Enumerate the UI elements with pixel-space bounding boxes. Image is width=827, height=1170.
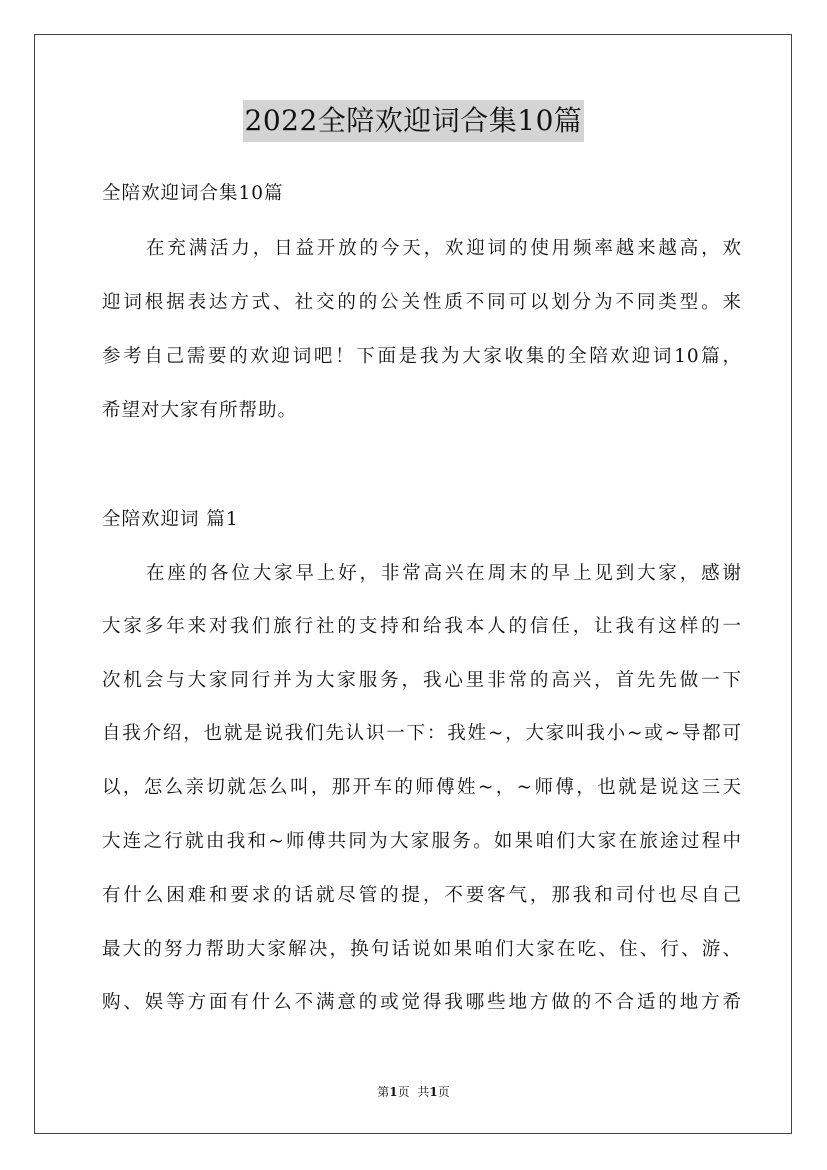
title-wrap	[0, 100, 827, 142]
footer-total-suffix: 页	[437, 1085, 450, 1099]
footer-page-suffix: 页	[397, 1085, 410, 1099]
footer-page-prefix: 第	[377, 1085, 390, 1099]
section1-line: 以，怎么亲切就怎么叫，那开车的师傅姓~，~师傅，也就是说这三天	[102, 777, 742, 798]
section1-line: 购、娱等方面有什么不满意的或觉得我哪些地方做的不合适的地方希	[102, 992, 742, 1013]
section1-line: 大连之行就由我和~师傅共同为大家服务。如果咱们大家在旅途过程中	[102, 831, 742, 852]
section1-line: 最大的努力帮助大家解决，换句话说如果咱们大家在吃、住、行、游、	[102, 939, 742, 960]
intro-line: 在充满活力，日益开放的今天，欢迎词的使用频率越来越高，欢	[146, 238, 742, 259]
document-title: 2022全陪欢迎词合集10篇	[243, 100, 585, 142]
intro-line: 希望对大家有所帮助。	[102, 400, 298, 421]
footer-page-number: 1	[389, 1085, 398, 1099]
footer-total-number: 1	[429, 1085, 438, 1099]
section1-line: 有什么困难和要求的话就尽管的提，不要客气，那我和司付也尽自己	[102, 885, 742, 906]
section1-line: 在座的各位大家早上好，非常高兴在周末的早上见到大家，感谢	[146, 563, 742, 584]
section1-line: 自我介绍，也就是说我们先认识一下：我姓~，大家叫我小~或~导都可	[102, 723, 742, 744]
section1-heading: 全陪欢迎词 篇1	[102, 509, 239, 530]
page-footer	[0, 1083, 827, 1101]
intro-heading: 全陪欢迎词合集10篇	[102, 183, 284, 204]
section1-line: 大家多年来对我们旅行社的支持和给我本人的信任，让我有这样的一	[102, 616, 742, 637]
intro-line: 迎词根据表达方式、社交的的公关性质不同可以划分为不同类型。来	[102, 292, 742, 313]
section1-line: 次机会与大家同行并为大家服务，我心里非常的高兴，首先先做一下	[102, 670, 742, 691]
footer-total-prefix: 共	[417, 1085, 430, 1099]
intro-line: 参考自己需要的欢迎词吧！下面是我为大家收集的全陪欢迎词10篇，	[102, 346, 742, 367]
